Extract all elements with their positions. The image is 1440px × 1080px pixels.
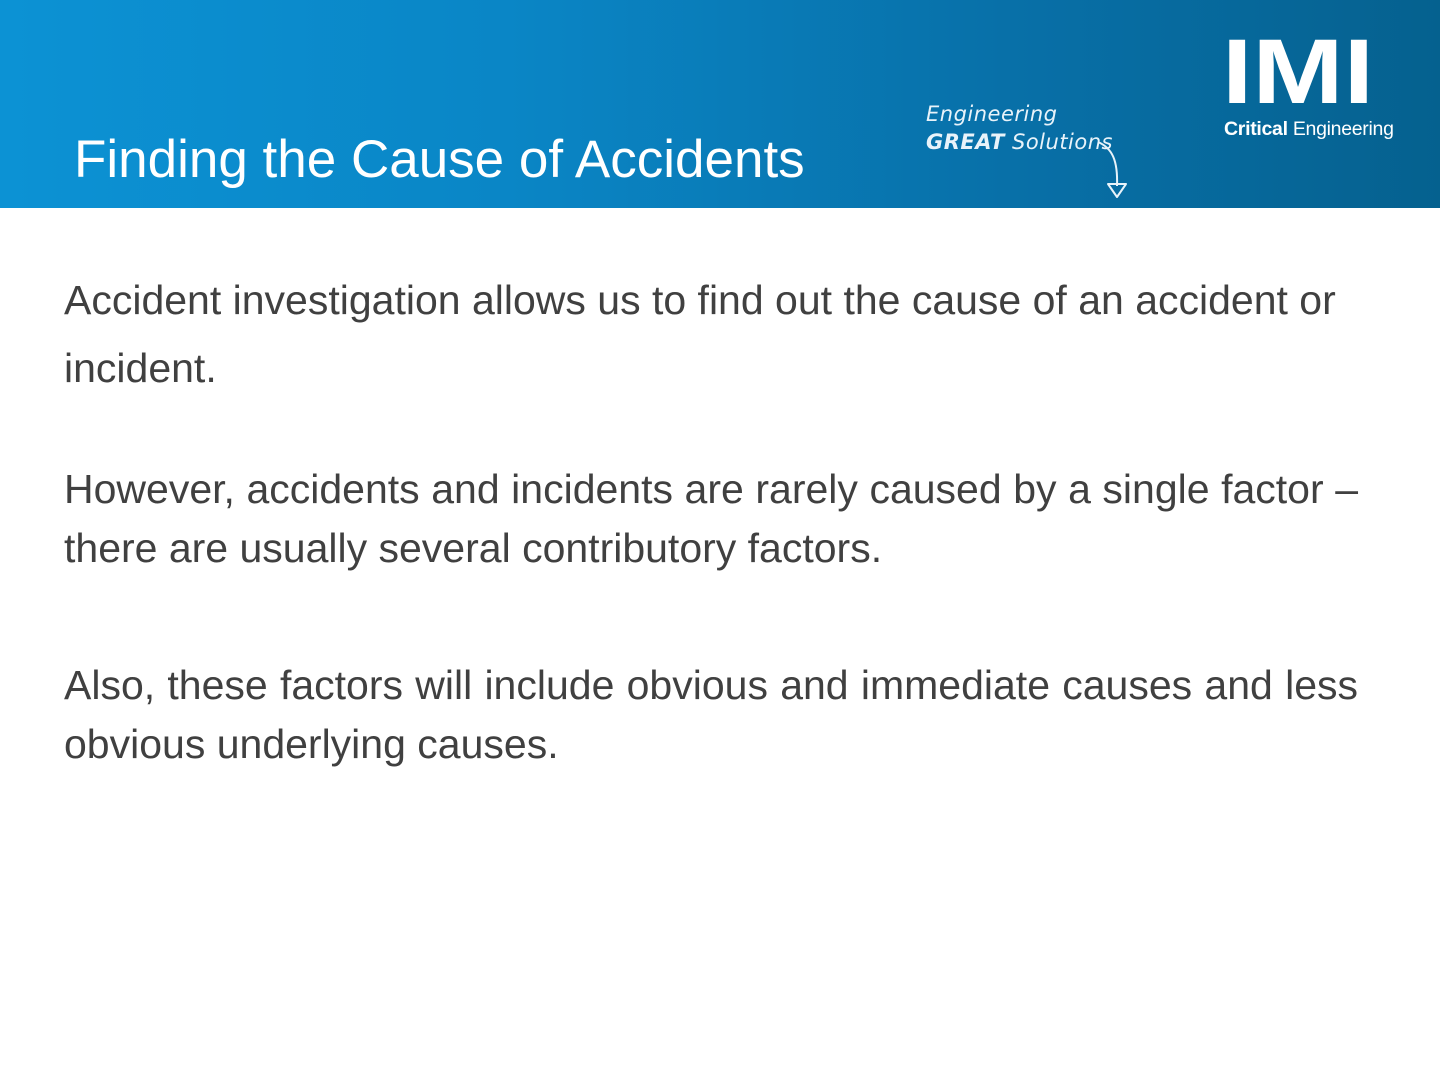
- curved-arrow-down-icon: [1096, 140, 1130, 200]
- slide-body: [64, 266, 1358, 774]
- tagline-solutions: Solutions: [1004, 130, 1113, 154]
- logo-subtitle: [1224, 118, 1394, 141]
- paragraph-2: However, accidents and incidents are rarely caused by a single factor – there are usually several contributory factors.: [64, 466, 1358, 571]
- imi-logo: [1222, 34, 1412, 144]
- tagline: [922, 96, 1142, 204]
- header-banner: [0, 0, 1440, 208]
- svg-text:IMI: IMI: [1222, 34, 1374, 108]
- paragraph-3: Also, these factors will include obvious and immediate causes and less obvious underlying causes.: [64, 662, 1358, 767]
- paragraph-1: Accident investigation allows us to find out the cause of an accident or incident.: [64, 277, 1336, 391]
- tagline-great: GREAT: [926, 130, 1005, 154]
- slide-title: Finding the Cause of Accidents: [74, 130, 805, 189]
- logo-sub-engineering: Engineering: [1287, 118, 1394, 140]
- logo-sub-critical: Critical: [1224, 118, 1288, 140]
- tagline-line-1: Engineering: [926, 102, 1058, 126]
- tagline-line-2: [926, 130, 1113, 154]
- imi-logo-mark: [1222, 34, 1382, 108]
